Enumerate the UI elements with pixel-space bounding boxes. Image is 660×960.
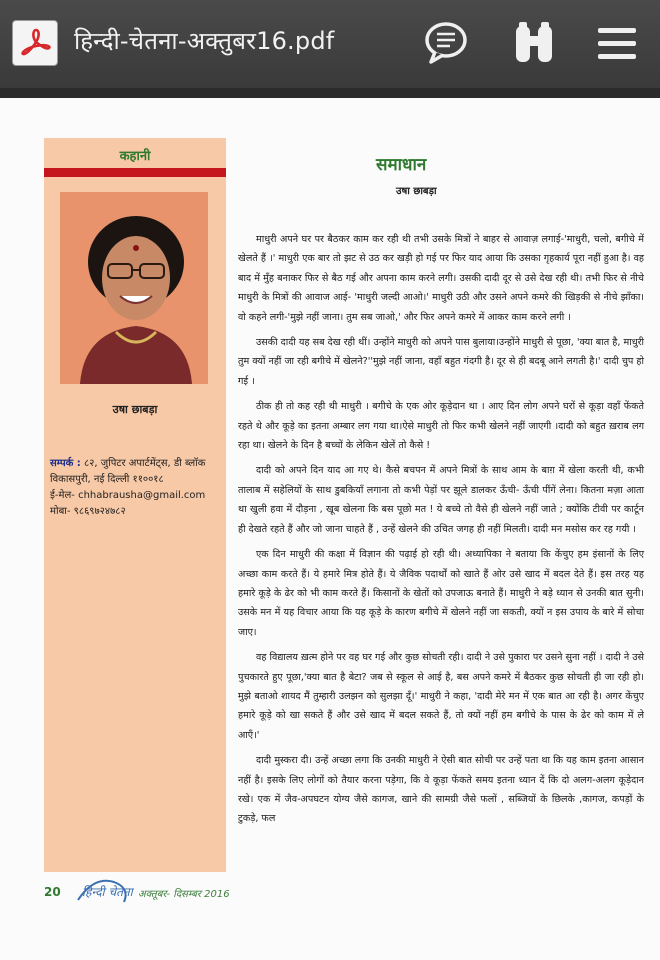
binoculars-icon[interactable] [508, 18, 560, 70]
article-author: उषा छाबड़ा [396, 186, 437, 197]
author-name: उषा छाबड़ा [112, 403, 158, 416]
phone-number: ९८६९७२४७८२ [73, 506, 126, 517]
app-bar [0, 0, 660, 88]
article-body [238, 230, 644, 835]
contact-label: सम्पर्क : [50, 458, 81, 469]
comment-icon[interactable] [420, 18, 472, 70]
contact-address: ८२, जुपिटर अपार्टमेंट्स, डी ब्लॉक विकासपुरी, नई दिल्ली ११००१८ [50, 458, 206, 485]
menu-icon[interactable] [592, 18, 644, 70]
author-photo [60, 192, 208, 384]
magazine-logo-text: हिन्दी चेतना [82, 885, 133, 899]
paragraph: ठीक ही तो कह रही थी माधुरी । बगीचे के एक ओर कूड़ेदान था । आए दिन लोग अपने घरों से कूड़ा वहाँ फेंकते रहते थे और कूड़े का इतना अम्बार लग गया था।ऐसे माधुरी तो फिर कभी खेलने नहीं जाएगी ।दादी को बहुत ख़राब लग रहा था। खेलने के दिन है बच्चों के लेकिन खेलें तो कैसे ! [238, 401, 644, 452]
paragraph: एक दिन माधुरी की कक्षा में विज्ञान की पढ़ाई हो रही थी। अध्यापिका ने बताया कि केंचुए हम इंसानों के लिए अच्छा काम करते हैं। ये हमारे मित्र होते हैं। ये जैविक पदार्थों को खाते हैं ओर उसे खाद में बदल देते हैं। इस तरह यह हमारे कूड़े के ढेर को भी काम करते हैं। किसानों के खेतों को उपजाऊ बनाते हैं। माधुरी ने बड़े ध्यान से उनकी बात सुनी। उसके मन में यह विचार आया कि यह कूड़े के कारण बगीचे में खेलने नहीं जा सकती, क्यों न इस उपाय के बारे में सोचा जाए। [238, 549, 644, 638]
email-label: ई-मेल- [50, 490, 75, 501]
article-title: समाधान [376, 155, 427, 175]
email-link[interactable]: chhabrausha@gmail.com [78, 490, 206, 501]
paragraph: उसकी दादी यह सब देख रही थीं। उन्होंने माधुरी को अपने पास बुलाया।उन्होंने माधुरी से पूछा, 'क्या बात है, माधुरी तुम क्यों नहीं जा रही बगीचे में खेलने?''मुझे नहीं जाना, वहाँ बहुत गंदगी है। दूर से ही बदबू आने लगती है।' दादी चुप हो गई । [238, 337, 644, 387]
magazine-logo [74, 872, 134, 908]
paragraph: दादी को अपने दिन याद आ गए थे। कैसे बचपन में अपने मित्रों के साथ आम के बाग़ में खेला करती थी, कभी तालाब में सहेलियों के साथ डुबकियाँ लगाना तो कभी पेड़ों पर झूले डालकर ऊँची- ऊँची पींगें लेना। कितना मज़ा आता था खुली हवा में दौड़ना , खूब खेलना कि बस पूछो मत ! ये बच्चे तो वैसे ही खेलने नहीं जाते ; क्योंकि टीवी पर कार्टून ही देखते रहते हैं और जो जाना चाहते हैं , उन्हें खेलने की उचित जगह ही नहीं मिलती। दादी मन मसोस कर रह गयी । [238, 465, 644, 535]
contact-block [50, 456, 224, 520]
phone-label: मोबा- [50, 506, 71, 517]
red-divider [44, 168, 226, 177]
paragraph: दादी मुस्करा दी। उन्हें अच्छा लगा कि उनकी माधुरी ने ऐसी बात सोची पर उन्हें पता था कि यह काम इतना आसान नहीं है। इसके लिए लोगों को तैयार करना पड़ेगा, कि वे कूड़ा फेंकते समय इतना ध्यान दें कि दो अलग-अलग कूड़ेदान रखे। एक में जैव-अपघटन योग्य जैसे कागज, खाने की सामग्री जैसे फलों , सब्जियों के छिलके ,कागज, कपड़ों के टुकड़े, फल [238, 755, 644, 825]
section-heading: कहानी [119, 149, 151, 164]
document-title: हिन्दी-चेतना-अक्तुबर16.pdf [74, 27, 335, 55]
paragraph: माधुरी अपने घर पर बैठकर काम कर रही थी तभी उसके मित्रों ने बाहर से आवाज़ लगाई-'माधुरी, चलो, बगीचे में खेलते हैं ।' माधुरी एक बार तो झट से उठ कर खड़ी हो गई पर फिर याद आया कि उसका गृहकार्य पूरा नहीं हुआ है। वह बाद में मुँह बनाकर फिर से बैठ गई और अपना काम करने लगी। उसकी दादी दूर से उसे देख रही थी। तभी फिर से नीचे माधुरी के मित्रों की आवाज आई- 'माधुरी जल्दी आओ।' माधुरी उठी और उसने अपने कमरे की खिड़की से नीचे झाँका। वो कहने लगी-'मुझे नहीं जाना। तुम सब जाओ,' और फिर अपने कमरे में आकर काम करने लगी । [238, 234, 644, 323]
paragraph: वह विद्यालय ख़त्म होने पर वह घर गई और कुछ सोचती रही। दादी ने उसे पुकारा पर उसने सुना नहीं । दादी ने उसे पुचकारते हुए पूछा,'क्या बात है बेटा? जब से स्कूल से आई है, बस अपने कमरे में बैठकर कुछ सोचती ही जा रही हो। मुझे बताओ शायद मैं तुम्हारी उलझन को सुलझा दूँ।' माधुरी ने कहा, 'दादी मेरे मन में एक बात आ रही है। अगर केंचुए हमारे कूड़े को खा सकते हैं और उसे खाद में बदल सकते हैं, तो क्यों नहीं हम बगीचे के पास के ढेर को काम में ले आएँ।' [238, 652, 644, 741]
page-number: 20 [44, 885, 61, 899]
pdf-app-icon[interactable] [12, 20, 58, 66]
author-sidebar [44, 138, 226, 872]
issue-date: अक्तूबर- दिसम्बर 2016 [138, 889, 230, 900]
